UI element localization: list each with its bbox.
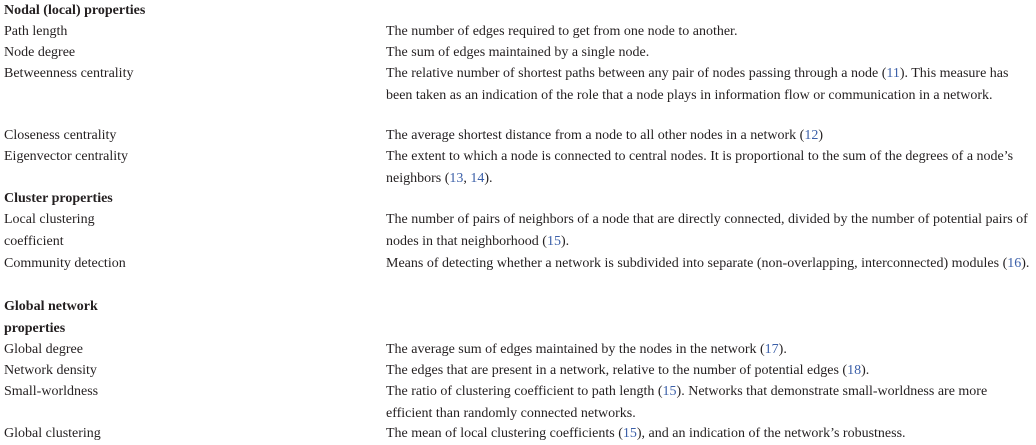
term-cell: Local clustering coefficient [4, 212, 95, 249]
description-text: ). [861, 363, 870, 378]
citation-link[interactable]: 18 [847, 363, 862, 378]
description-cell: The number of edges required to get from one node to another. [386, 24, 738, 39]
term-cell: Closeness centrality [4, 128, 117, 143]
description-text: The relative number of shortest paths between any pair of nodes passing through a node ( [386, 66, 887, 81]
description-text: The edges that are present in a network, relative to the number of potential edges ( [386, 363, 848, 378]
description-text: ). [1021, 256, 1030, 271]
section-title: Nodal (local) properties [4, 3, 146, 18]
description-text: Means of detecting whether a network is subdivided into separate (non-overlapping, interconnected) modules ( [386, 256, 1008, 271]
citation-link[interactable]: 11 [886, 66, 900, 81]
citation-link[interactable]: 14 [470, 171, 485, 186]
description-cell [386, 381, 1032, 425]
description-text: ). This measure has been taken as an indication of the role that a node plays in information flow or communication in a network. [386, 66, 1009, 103]
term-cell: Network density [4, 363, 97, 378]
term-cell: Global degree [4, 342, 83, 357]
citation-link[interactable]: 13 [449, 171, 464, 186]
term-cell: Global clustering [4, 426, 101, 441]
section-title: Cluster properties [4, 191, 113, 206]
section-title: Global network properties [4, 299, 98, 336]
description-text: ). [560, 234, 570, 249]
description-cell [386, 146, 1032, 190]
term-cell: Eigenvector centrality [4, 149, 128, 164]
description-cell [386, 125, 1032, 147]
citation-link[interactable]: 12 [804, 128, 819, 143]
citation-link[interactable]: 15 [662, 384, 677, 399]
description-text: The mean of local clustering coefficients ( [386, 426, 623, 441]
description-cell [386, 360, 1032, 382]
description-cell [386, 209, 1032, 253]
citation-link[interactable]: 16 [1007, 256, 1022, 271]
description-text: The number of pairs of neighbors of a node that are directly connected, divided by the number of potential pairs of nodes in that neighborhood ( [386, 212, 1028, 249]
citation-link[interactable]: 15 [622, 426, 637, 441]
term-cell: Small-worldness [4, 384, 99, 399]
description-text: ). [778, 342, 787, 357]
citation-link[interactable]: 15 [546, 234, 561, 249]
description-text: The average sum of edges maintained by the nodes in the network ( [386, 342, 765, 357]
term-cell: Node degree [4, 45, 76, 60]
description-text: The ratio of clustering coefficient to path length ( [386, 384, 663, 399]
description-text: The extent to which a node is connected to central nodes. It is proportional to the sum of the degrees of a node’s neighbors ( [386, 149, 1014, 186]
description-text: ). Networks that demonstrate small-worldness are more efficient than randomly connected networks. [386, 384, 988, 421]
description-text: ). [484, 171, 493, 186]
term-cell: Path length [4, 24, 68, 39]
citation-separator: , [463, 171, 471, 186]
description-cell [386, 63, 1032, 107]
description-text: ), and an indication of the network’s robustness. [636, 426, 906, 441]
description-text: The average shortest distance from a node to all other nodes in a network ( [386, 128, 805, 143]
description-cell [386, 339, 1032, 361]
term-cell: Betweenness centrality [4, 66, 134, 81]
description-text: ) [818, 128, 823, 143]
description-cell [386, 253, 1032, 275]
term-cell: Community detection [4, 256, 126, 271]
citation-link[interactable]: 17 [764, 342, 779, 357]
description-cell: The sum of edges maintained by a single node. [386, 45, 650, 60]
description-cell [386, 423, 1032, 445]
